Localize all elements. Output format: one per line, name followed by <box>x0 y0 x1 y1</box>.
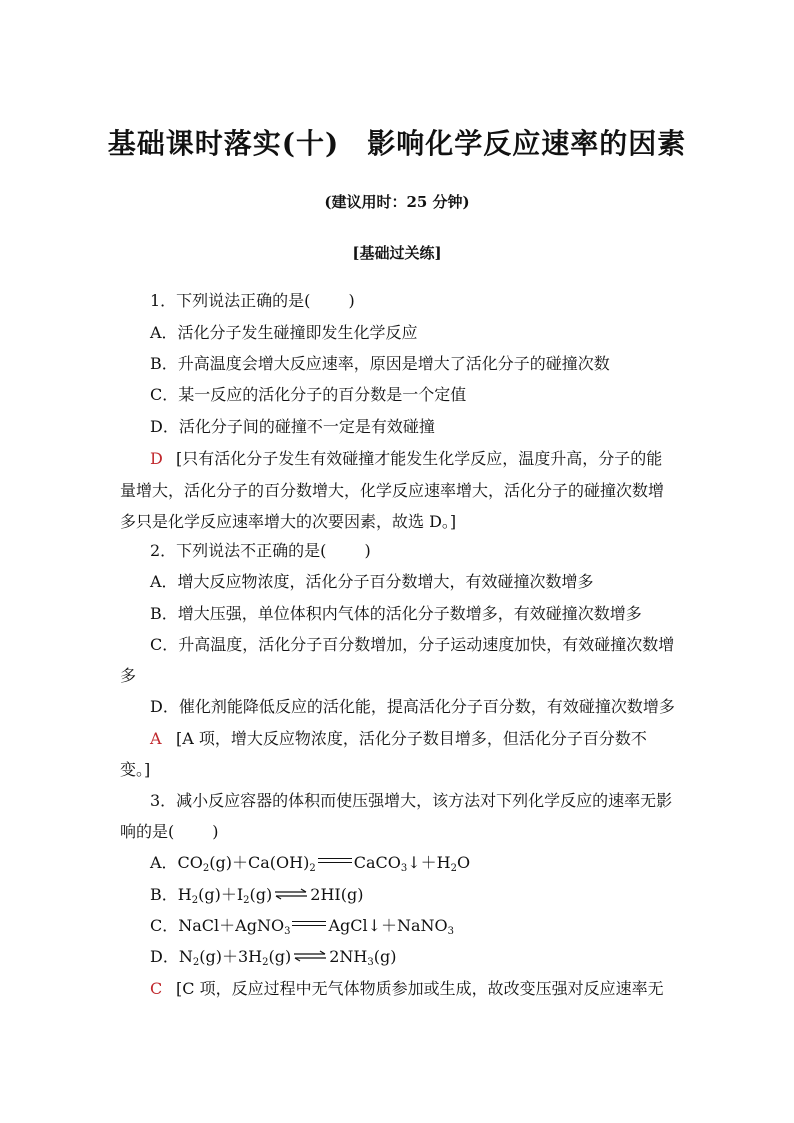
section-heading: [基础过关练] <box>352 244 442 262</box>
q1-explanation-line3: 多只是化学反应速率增大的次要因素，故选 D。] <box>120 512 457 531</box>
reversible-arrow-icon <box>293 950 327 962</box>
q1-explanation-line2: 量增大，活化分子的百分数增大，化学反应速率增大，活化分子的碰撞次数增 <box>120 481 665 500</box>
q1-stem: 1．下列说法正确的是( ) <box>150 291 355 310</box>
page-title <box>0 122 794 162</box>
q2-option-d: D．催化剂能降低反应的活化能，提高活化分子百分数，有效碰撞次数增多 <box>150 697 675 716</box>
q2-option-a: A．增大反应物浓度，活化分子百分数增大，有效碰撞次数增多 <box>150 572 594 591</box>
suggested-time: (建议用时：25 分钟) <box>324 193 470 211</box>
equals-sign <box>318 856 352 866</box>
q1-explanation: D [只有活化分子发生有效碰撞才能发生化学反应，温度升高，分子的能 <box>150 449 663 468</box>
reversible-arrow-icon <box>274 888 308 900</box>
q2-option-c: C．升高温度，活化分子百分数增加，分子运动速度加快，有效碰撞次数增 <box>150 635 675 654</box>
q2-explanation: A [A 项，增大反应物浓度，活化分子数目增多，但活化分子百分数不 <box>150 729 647 748</box>
equals-sign <box>292 919 326 929</box>
q3-answer: C <box>150 979 163 998</box>
q1-option-c: C．某一反应的活化分子的百分数是一个定值 <box>150 385 467 404</box>
q3-stem-line2: 响的是( ) <box>120 822 219 841</box>
q1-option-d: D．活化分子间的碰撞不一定是有效碰撞 <box>150 417 435 436</box>
title-left: 基础课时落实(十) <box>107 127 340 160</box>
q2-answer: A <box>150 729 162 748</box>
q1-option-b: B．升高温度会增大反应速率，原因是增大了活化分子的碰撞次数 <box>150 354 610 373</box>
q3-option-a: A．$CO_2(g)+Ca(OH)_2$ $CaCO_3↓+H_2O$ <box>150 853 471 874</box>
q3-option-b: B．$H_2(g)+I_2(g)$ 2HI(g) <box>150 885 364 906</box>
q2-option-b: B．增大压强，单位体积内气体的活化分子数增多，有效碰撞次数增多 <box>150 604 642 623</box>
q2-explanation-line2: 变。] <box>120 760 151 779</box>
title-right: 影响化学反应速率的因素 <box>367 127 687 160</box>
q2-option-c-line2: 多 <box>120 666 137 685</box>
q1-option-a: A．活化分子发生碰撞即发生化学反应 <box>150 323 418 342</box>
q2-stem: 2．下列说法不正确的是( ) <box>150 541 371 560</box>
q1-answer: D <box>150 449 163 468</box>
q3-option-d: D．$N_2(g)+3H_2(g)$ $2NH_3(g)$ <box>150 947 397 968</box>
q3-option-c: C．NaCl＋AgNO$_3$ AgCl↓＋NaNO$_3$ <box>150 916 455 937</box>
q3-stem: 3．减小反应容器的体积而使压强增大，该方法对下列化学反应的速率无影 <box>150 791 673 810</box>
q3-explanation: C [C 项，反应过程中无气体物质参加或生成，故改变压强对反应速率无 <box>150 979 664 998</box>
